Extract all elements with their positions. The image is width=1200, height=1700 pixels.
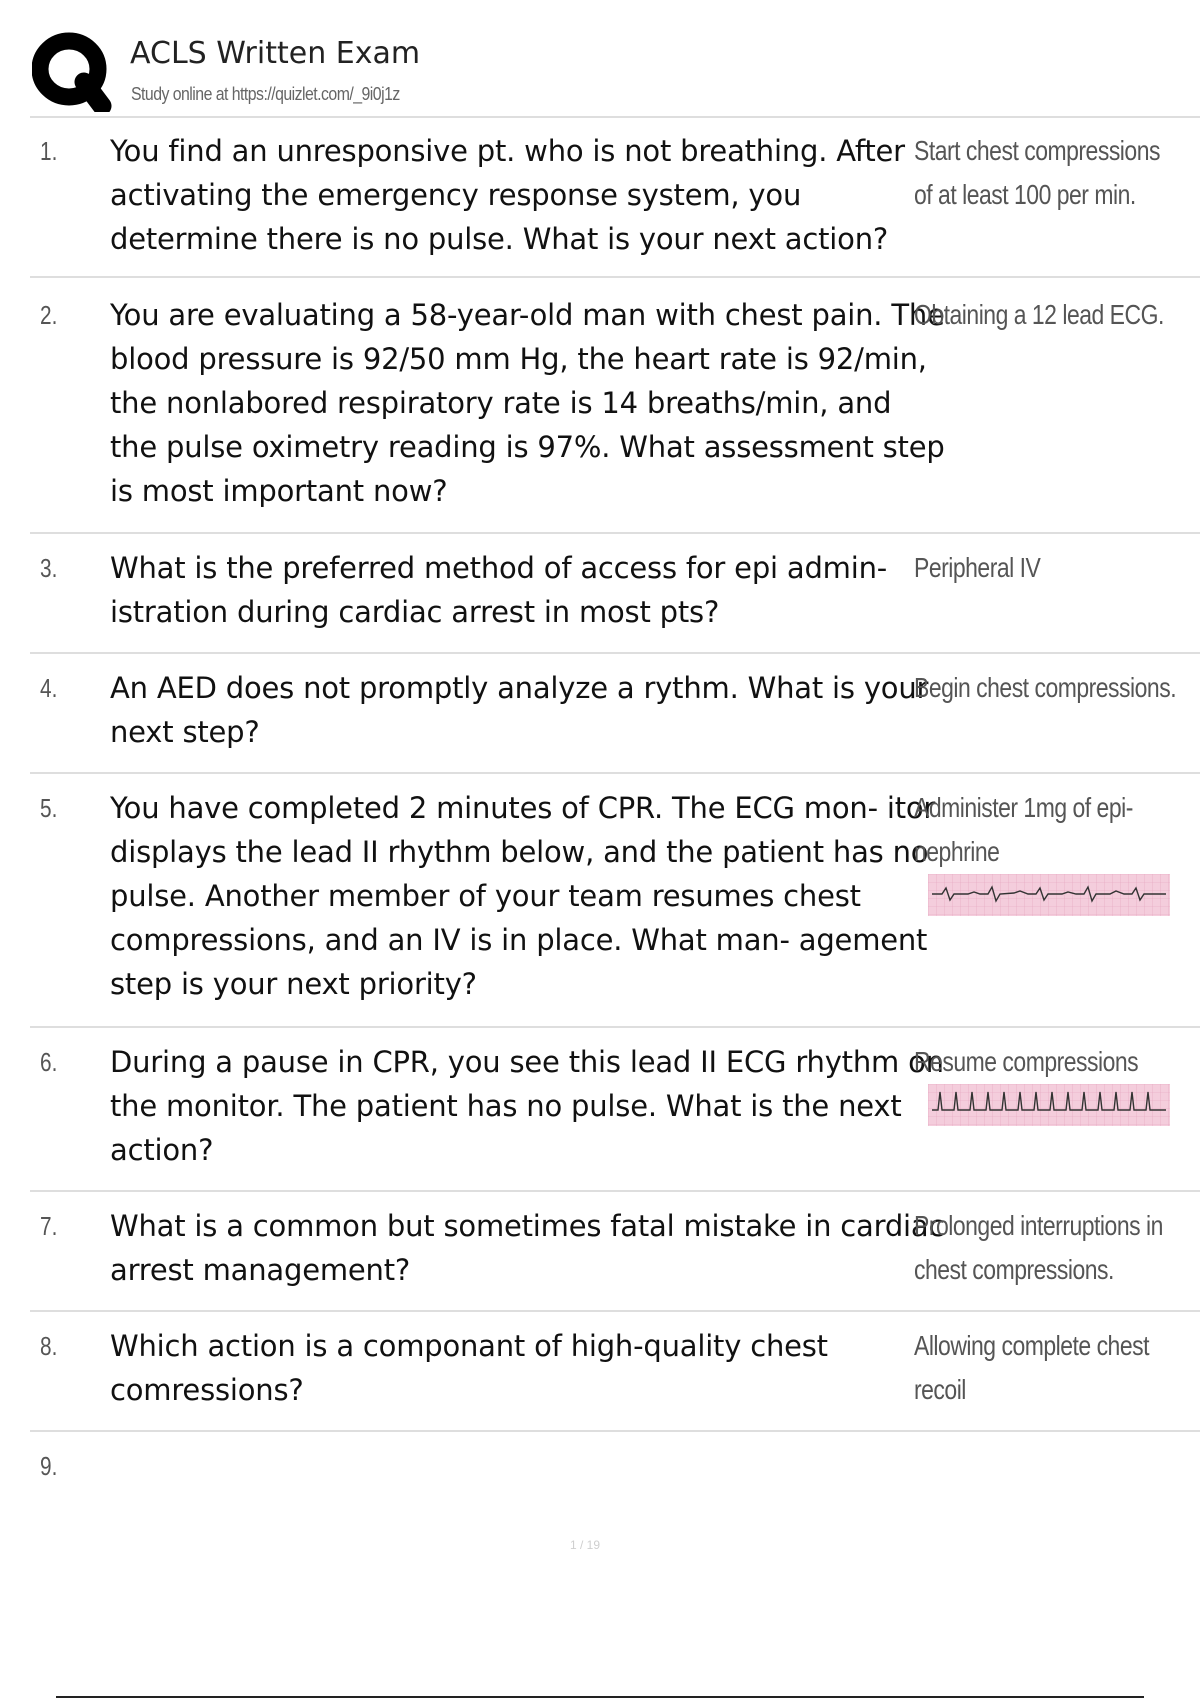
card-number: 7. <box>40 1211 58 1241</box>
quizlet-logo-icon <box>32 32 142 112</box>
card-number: 6. <box>40 1047 58 1077</box>
flashcard <box>30 534 1200 654</box>
ecg-rhythm-strip-icon <box>928 874 1170 916</box>
ecg-rhythm-strip-icon <box>928 1084 1170 1126</box>
flashcard <box>30 1312 1200 1432</box>
card-question: You are evaluating a 58-year-old man with chest pain. The blood pressure is 92/50 mm Hg, the heart rate is 92/min, the nonlabored respiratory rate is 14 breaths/min, and the pulse oximetry reading is 97%. What assessment step is most important now? <box>110 298 945 508</box>
card-question: During a pause in CPR, you see this lead II ECG rhythm on the monitor. The patient has no pulse. What is the next action? <box>110 1045 944 1167</box>
flashcard <box>30 1028 1200 1192</box>
card-question: An AED does not promptly analyze a rythm. What is your next step? <box>110 671 929 749</box>
card-question: What is the preferred method of access for epi admin- istration during cardiac arrest in most pts? <box>110 551 888 629</box>
flashcard <box>30 774 1200 1028</box>
page-title: ACLS Written Exam <box>130 36 421 71</box>
card-answer: Obtaining a 12 lead ECG. <box>914 299 1164 330</box>
card-number: 2. <box>40 300 58 330</box>
card-answer: Allowing complete chest recoil <box>914 1330 1149 1405</box>
card-number: 8. <box>40 1331 58 1361</box>
flashcard <box>30 1192 1200 1312</box>
card-question: Which action is a componant of high-quality chest comressions? <box>110 1329 828 1407</box>
card-number: 3. <box>40 553 58 583</box>
card-number: 4. <box>40 673 58 703</box>
card-number: 1. <box>40 136 58 166</box>
flashcard <box>30 118 1200 278</box>
flashcard <box>30 1432 1200 1512</box>
divider <box>56 1696 1144 1698</box>
study-online-link[interactable]: Study online at https://quizlet.com/_9i0j1z <box>131 84 400 104</box>
document-header <box>30 30 1200 118</box>
card-question: You have completed 2 minutes of CPR. The ECG mon- itor displays the lead II rhythm below, and the patient has no pulse. Another member of your team resumes chest compressions, and an IV is in place. What man- agement step is your next priority? <box>110 791 936 1001</box>
card-question: What is a common but sometimes fatal mistake in cardiac arrest management? <box>110 1209 945 1287</box>
card-number: 9. <box>40 1451 58 1481</box>
card-answer: Begin chest compressions. <box>914 672 1177 703</box>
card-number: 5. <box>40 793 58 823</box>
card-answer: Resume compressions <box>914 1046 1139 1077</box>
flashcard <box>30 278 1200 534</box>
card-answer: Start chest compressions of at least 100 per min. <box>914 135 1160 210</box>
card-answer: Peripheral IV <box>914 552 1041 583</box>
flashcard <box>30 654 1200 774</box>
card-question: You find an unresponsive pt. who is not breathing. After activating the emergency response system, you determine there is no pulse. What is your next action? <box>110 134 905 256</box>
card-answer: Administer 1mg of epi- nephrine <box>914 792 1133 867</box>
page-number: 1 / 19 <box>570 1538 601 1552</box>
card-answer: Prolonged interruptions in chest compressions. <box>914 1210 1163 1285</box>
